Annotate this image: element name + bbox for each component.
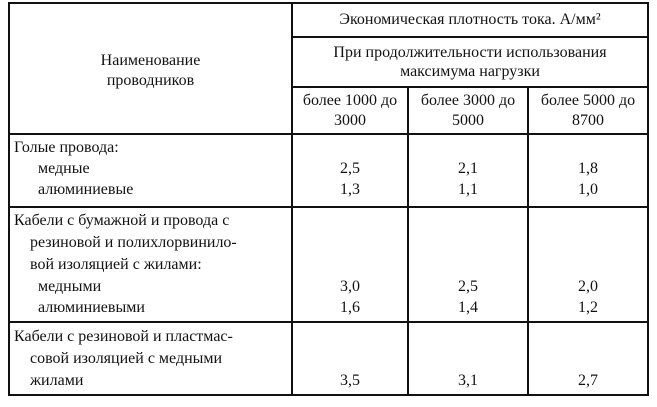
rule-col-1: [407, 86, 409, 396]
group-1-row-1-value-1: 2,5: [340, 160, 360, 177]
group-3-row-1-value-2: 3,1: [458, 372, 478, 389]
rule-under-density-title: [291, 36, 649, 38]
range-3-line-1: более 5000 до: [540, 92, 636, 109]
name-col-header-line-1: Наименование: [100, 52, 201, 69]
group-2-title-line-2: резиновой и полихлорвинило-: [30, 234, 237, 251]
group-1-row-2-label: алюминиевые: [38, 181, 134, 198]
group-2-row-2-value-3: 1,2: [578, 299, 598, 316]
group-1-title: Голые провода:: [14, 139, 119, 156]
group-2-title-line-3: вой изоляцией с жилами:: [30, 256, 202, 273]
rule-header-bottom: [8, 133, 649, 135]
rule-col-2: [527, 86, 529, 396]
range-1-line-2: 3000: [334, 112, 366, 129]
density-title: Экономическая плотность тока. А/мм²: [339, 11, 601, 28]
rule-under-duration-title: [291, 86, 649, 88]
rule-group-1-bottom: [8, 206, 649, 208]
group-2-title-line-1: Кабели с бумажной и провода с: [14, 212, 230, 229]
group-2-row-1-value-2: 2,5: [458, 278, 478, 295]
rule-top: [8, 2, 649, 4]
group-2-row-1-label: медными: [38, 278, 102, 295]
name-col-header-line-2: проводников: [106, 72, 195, 89]
group-1-row-2-value-3: 1,0: [578, 181, 598, 198]
duration-title-line-2: максимума нагрузки: [400, 63, 540, 80]
group-3-row-1-value-3: 2,7: [578, 372, 598, 389]
group-1-row-1-label: медные: [38, 160, 90, 177]
group-2-row-1-value-3: 2,0: [578, 278, 598, 295]
group-1-row-1-value-2: 2,1: [458, 160, 478, 177]
rule-right: [647, 2, 649, 396]
group-2-row-1-value-1: 3,0: [340, 278, 360, 295]
group-3-row-1-value-1: 3,5: [340, 372, 360, 389]
range-2-line-2: 5000: [452, 112, 484, 129]
group-1-row-2-value-1: 1,3: [340, 181, 360, 198]
group-3-title-line-2: совой изоляцией с медными: [30, 350, 223, 367]
group-1-row-1-value-3: 1,8: [578, 160, 598, 177]
group-2-row-2-label: алюминиевыми: [38, 299, 145, 316]
rule-group-2-bottom: [8, 321, 649, 323]
group-3-title-line-3: жилами: [30, 372, 84, 389]
group-2-row-2-value-1: 1,6: [340, 299, 360, 316]
group-3-title-line-1: Кабели с резиновой и пластмас-: [14, 328, 233, 345]
duration-title-line-1: При продолжительности использования: [333, 44, 607, 61]
group-1-row-2-value-2: 1,1: [458, 181, 478, 198]
range-3-line-2: 8700: [572, 112, 604, 129]
rule-bottom: [8, 394, 649, 396]
group-2-row-2-value-2: 1,4: [458, 299, 478, 316]
range-1-line-1: более 1000 до: [302, 92, 398, 109]
range-2-line-1: более 3000 до: [420, 92, 516, 109]
